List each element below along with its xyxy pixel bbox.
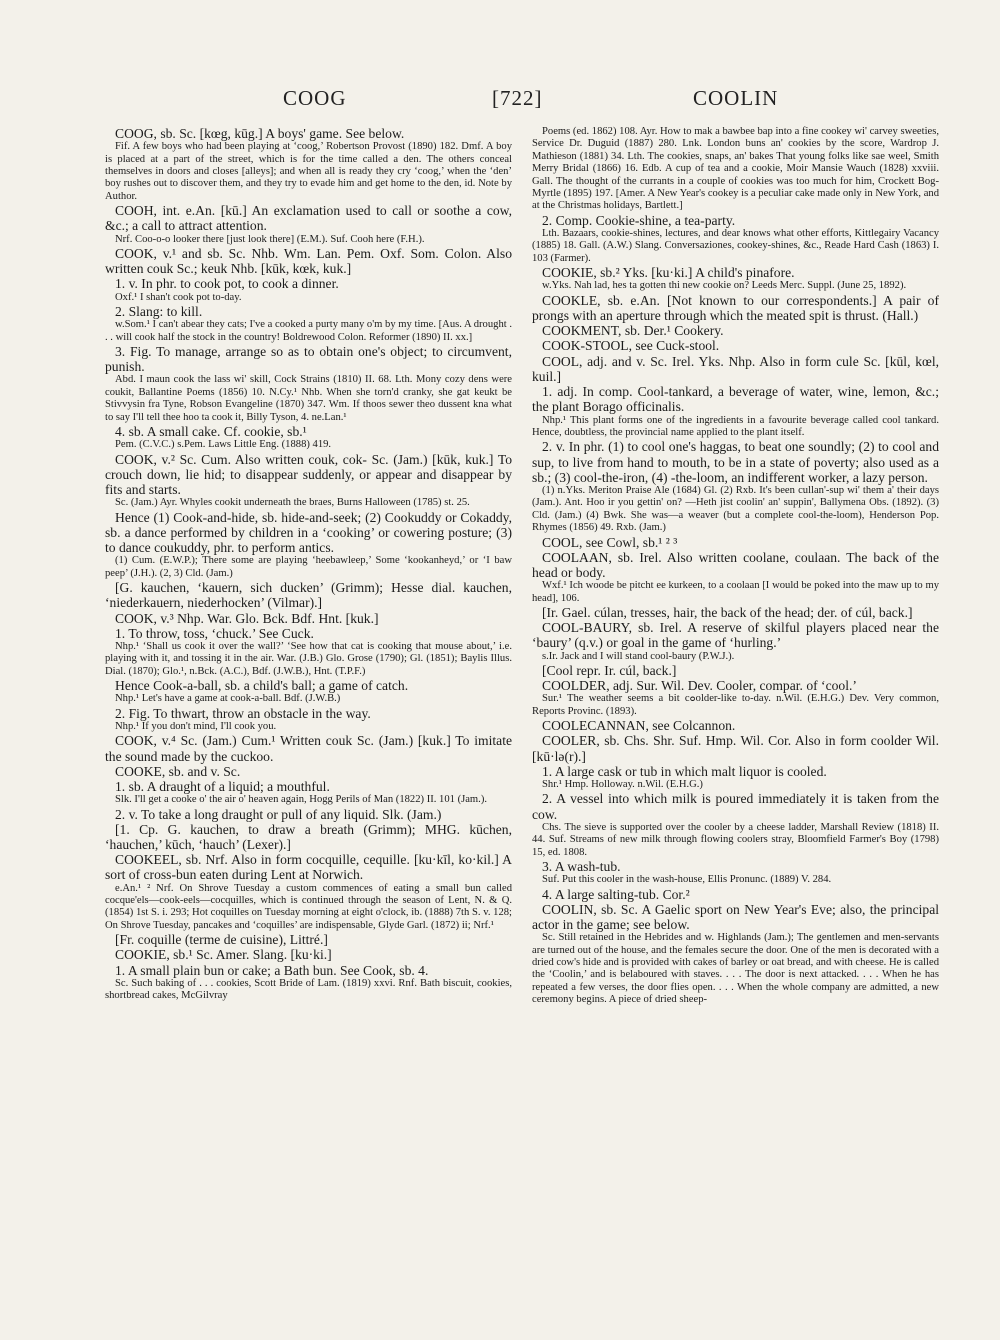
citation-paragraph: Poems (ed. 1862) 108. Ayr. How to mak a bawbee bap into a fine cookey wi' carvey sweeties, Service Dr. Duguid (1887) 280. Lnk. London buns an' cookies by the score, Wardrop J. Mathieson (1881) 34. Lth. The cookies, snaps, an' bakes That young folks like sae weel, Smith Merry Bridal (1866) 16. Edb. A cup of tea and a cookie, Moir Mansie Wauch (1828) xxviii. Gall. The thought of the currants in a couple of cookies was too much for him, Crockett Bog-Myrtle (1895) 197. [Amer. A New Year's cookey is a peculiar cake made only in New York, and at the Christmas holidays, Bartlett.]	[532, 126, 939, 212]
citation-paragraph: Fif. A few boys who had been playing at ‘coog,’ Robertson Provost (1890) 182. Dmf. A boy is placed at a part of the street, which is for the time called a den. The others conceal themselves in doors and closes [alleys]; and when all is ready they cry ‘coog,’ when the ‘den’ boy rushes out to discover them, and they try to evade him and get home to the den, id. Note by Author.	[105, 141, 512, 202]
sense-paragraph: [Fr. coquille (terme de cuisine), Littré.]	[115, 932, 328, 948]
citation-paragraph: Shr.¹ Hmp. Holloway. n.Wil. (E.H.G.)	[542, 779, 703, 791]
citation-paragraph: Abd. I maun cook the lass wi' skill, Cock Strains (1810) II. 68. Lth. Mony cozy dens were coukit, Ballantine Poems (1856) 10. N.Cy.¹ Nhb. When she torn'd cranky, she gat keukt be Stivvysin fra Tyne, Robson Evangeline (1870) 347. Wm. If thoos sewer theo dussent kna what to say I'll tell thee hoo ta cook it, Billy Tyson, 4. ne.Lan.¹	[105, 374, 512, 423]
citation-paragraph: Oxf.¹ I shan't cook pot to-day.	[115, 291, 242, 303]
entry-paragraph: COOK, v.³ Nhp. War. Glo. Bck. Bdf. Hnt. [kuk.]	[115, 610, 379, 626]
entry-paragraph: COOL, adj. and v. Sc. Irel. Yks. Nhp. Also in form cule Sc. [kūl, kœl, kuil.]	[532, 353, 939, 384]
sense-paragraph: [Ir. Gael. cúlan, tresses, hair, the back of the head; der. of cúl, back.]	[542, 604, 913, 620]
citation-paragraph: Nrf. Coo-o-o looker there [just look there] (E.M.). Suf. Cooh here (F.H.).	[115, 233, 425, 245]
entry-paragraph: COOL-BAURY, sb. Irel. A reserve of skilful players placed near the ‘baury’ (q.v.) or goal in the game of ‘hurling.’	[532, 620, 939, 651]
citation-paragraph: Suf. Put this cooler in the wash-house, Ellis Pronunc. (1889) V. 284.	[542, 874, 832, 886]
citation-paragraph: (1) n.Yks. Meriton Praise Ale (1684) Gl. (2) Rxb. It's been cullan'-sup wi' them a' their days (Jam.). Ant. Hoo ir you gettin' on? —Heth jist coolin' an' suppin', Ballymena Obs. (1892). (3) Cld. (Jam.) (4) Bwk. She was—a weaver (but a complete cool-the-loom), Henderson Pop. Rhymes (1856) 49. Rxb. (Jam.)	[532, 484, 939, 534]
entry-paragraph: COOLER, sb. Chs. Shr. Suf. Hmp. Wil. Cor. Also in form coolder Wil. [kū·lə(r).]	[532, 733, 939, 764]
entry-paragraph: COOKEEL, sb. Nrf. Also in form cocquille, cequille. [ku·kīl, ko·kil.] A sort of cross-bun eaten during Lent at Norwich.	[105, 852, 512, 883]
entry-paragraph: COOKLE, sb. e.An. [Not known to our correspondents.] A pair of prongs with an aperture through which the meated spit is thrust. (Hall.)	[532, 292, 939, 324]
entry-paragraph: COOLIN, sb. Sc. A Gaelic sport on New Year's Eve; also, the principal actor in the game; see below.	[532, 901, 939, 933]
entry-paragraph: COOKIE, sb.¹ Sc. Amer. Slang. [ku·ki.]	[115, 947, 332, 963]
running-head-left: COOG	[283, 86, 347, 110]
citation-paragraph: Nhp.¹ If you don't mind, I'll cook you.	[115, 721, 277, 732]
citation-paragraph: Chs. The sieve is supported over the cooler by a cheese ladder, Marshall Review (1818) II. 44. Suf. Streams of new milk through flowing coolers stray, Bloomfield Farmer's Boy (1798) 15, ed. 1808.	[532, 821, 939, 858]
right-column	[532, 126, 939, 1256]
sense-paragraph: 2. A vessel into which milk is poured immediately it is taken from the cow.	[532, 791, 939, 822]
entry-paragraph: COOLECANNAN, see Colcannon.	[542, 718, 736, 734]
citation-paragraph: e.An.¹ ² Nrf. On Shrove Tuesday a custom commences of eating a small bun called cocque'els—cook-eels—cocquilles, which is continued through the season of Lent, N. & Q. (1854) 1st S. i. 293; Hot coquilles on Tuesday morning at eight o'clock, ib. (1888) 7th S. v. 128; On Shrove Tuesday, pancakes and ‘coquilles’ are indispensable, Glyde Garl. (1872) ii; Nrf.¹	[105, 882, 512, 931]
entry-paragraph: COOH, int. e.An. [kū.] An exclamation used to call or soothe a cow, &c.; a call to attract attention.	[105, 203, 512, 234]
entry-paragraph: COOK, v.² Sc. Cum. Also written couk, cok- Sc. (Jam.) [kūk, kuk.] To crouch down, lie hid; to disappear suddenly, or appear and disappear by fits and starts.	[105, 451, 512, 498]
citation-paragraph: Wxf.¹ Ich woode be pitcht ee kurkeen, to a coolaan [I would be poked into the maw up to my head], 106.	[532, 580, 939, 604]
entry-paragraph: COOK, v.⁴ Sc. (Jam.) Cum.¹ Written couk Sc. (Jam.) [kuk.] To imitate the sound made by the cuckoo.	[105, 733, 512, 764]
citation-paragraph: Sc. Still retained in the Hebrides and w. Highlands (Jam.); The gentlemen and men-servants are turned out of the house, and the females secure the door. One of the men is decorated with a dried cow's hide and is provided with cakes of barley or oat bread, and with cheese. He is called the ‘Coolin,’ and is belaboured with staves. . . . The door is next attacked. . . . When he has repeated a few verses, the door flies open. . . . When the whole company are admitted, a new ceremony begins. A piece of dried sheep-	[532, 932, 939, 1006]
citation-paragraph: w.Som.¹ I can't abear they cats; I've a cooked a purty many o'm by my time. [Aus. A drought . . . will cook half the stock in the country! Boldrewood Colon. Reformer (1890) II. xx.]	[105, 319, 512, 343]
citation-paragraph: w.Yks. Nah lad, hes ta gotten thi new cookie on? Leeds Merc. Suppl. (June 25, 1892).	[542, 280, 907, 292]
sense-paragraph: 3. Fig. To manage, arrange so as to obtain one's object; to circumvent, punish.	[105, 344, 512, 375]
entry-paragraph: COOKMENT, sb. Der.¹ Cookery.	[542, 323, 724, 339]
citation-paragraph: Nhp.¹ Let's have a game at cook-a-ball. Bdf. (J.W.B.)	[115, 693, 341, 705]
running-head-right: COOLIN	[693, 86, 779, 110]
sense-paragraph: [1. Cp. G. kauchen, to draw a breath (Grimm); MHG. kūchen, ‘hauchen,’ kūch, ‘hauch’ (Lexer).]	[105, 821, 512, 853]
citation-paragraph: Sur.¹ The weather seems a bit cߋolder-like to-day. n.Wil. (E.H.G.) Dev. Very common, Reports Provinc. (1893).	[532, 693, 939, 717]
sense-paragraph: 2. Fig. To thwart, throw an obstacle in the way.	[115, 705, 371, 721]
sense-paragraph: 2. Slang: to kill.	[115, 304, 203, 320]
entry-paragraph: COOLAAN, sb. Irel. Also written coolane, coulaan. The back of the head or body.	[532, 549, 939, 580]
page-number: [722]	[492, 86, 543, 110]
sense-paragraph: 2. v. To take a long draught or pull of any liquid. Slk. (Jam.)	[115, 806, 442, 822]
entry-paragraph: COOK-STOOL, see Cuck-stool.	[542, 338, 720, 354]
citation-paragraph: Pem. (C.V.C.) s.Pem. Laws Little Eng. (1888) 419.	[115, 439, 332, 451]
entry-paragraph: COOL, see Cowl, sb.¹ ² ³	[542, 534, 678, 550]
sense-paragraph: 2. Comp. Cookie-shine, a tea-party.	[542, 212, 736, 228]
sense-paragraph: Hence Cook-a-ball, sb. a child's ball; a game of catch.	[115, 678, 409, 694]
entry-paragraph: COOLDER, adj. Sur. Wil. Dev. Cooler, compar. of ‘cool.’	[542, 678, 857, 694]
sense-paragraph: 1. A small plain bun or cake; a Bath bun. See Cook, sb. 4.	[115, 962, 429, 978]
sense-paragraph: 3. A wash-tub.	[542, 859, 621, 875]
citation-paragraph: Sc. Such baking of . . . cookies, Scott Bride of Lam. (1819) xxvi. Rnf. Bath biscuit, cookies, shortbread cakes, McGilvray	[105, 977, 512, 1002]
sense-paragraph: 1. sb. A draught of a liquid; a mouthful.	[115, 779, 330, 795]
page-header	[0, 86, 1000, 116]
citation-paragraph: Nhp.¹ ‘Shall us cook it over the wall?’ ‘See how that cat is cooking that mouse about,’ i.e. playing with it, and tossing it in the air. War. (J.B.) Glo. Grose (1790); Gl. (1851); Baylis Illus. Dial. (1870); Glo.¹, n.Bck. (A.C.), Bdf. (J.W.B.), Hnt. (T.P.F.)	[105, 640, 512, 677]
sense-paragraph: 1. To throw, toss, ‘chuck.’ See Cuck.	[115, 625, 314, 641]
entry-paragraph: COOK, v.¹ and sb. Sc. Nhb. Wm. Lan. Pem. Oxf. Som. Colon. Also written couk Sc.; keuk Nhb. [kūk, kœk, kuk.]	[105, 246, 512, 277]
sense-paragraph: 1. adj. In comp. Cool-tankard, a beverage of water, wine, lemon, &c.; the plant Borago officinalis.	[532, 384, 939, 415]
sense-paragraph: [G. kauchen, ‘kauern, sich ducken’ (Grimm); Hesse dial. kauchen, ‘niederkauern, niederhocken’ (Vilmar).]	[105, 580, 512, 611]
left-column	[105, 126, 512, 1256]
sense-paragraph: 1. v. In phr. to cook pot, to cook a dinner.	[115, 276, 339, 292]
sense-paragraph: 4. A large salting-tub. Cor.²	[542, 886, 690, 902]
citation-paragraph: Sc. (Jam.) Ayr. Whyles cookit underneath the braes, Burns Halloween (1785) st. 25.	[115, 497, 470, 509]
citation-paragraph: s.Ir. Jack and I will stand cool-baury (P.W.J.).	[542, 650, 735, 662]
sense-paragraph: 2. v. In phr. (1) to cool one's haggas, to beat one soundly; (2) to cool and sup, to live from hand to mouth, to be in a state of poverty; also used as a sb.; (3) cool-the-iron, (4) -the-loom, an indifferent worker, a lazy person.	[532, 439, 939, 485]
citation-paragraph: (1) Cum. (E.W.P.); There some are playing ‘heebawleep,’ Some ‘kookanheyd,’ or ‘I baw peep’ (J.H.). (2, 3) Cld. (Jam.)	[105, 555, 512, 579]
citation-paragraph: Lth. Bazaars, cookie-shines, lectures, and dear knows what other efforts, Kittlegairy Vacancy (1885) 18. Gall. (A.W.) Slang. Conversaziones, cookey-shines, &c., Reade Hard Cash (1863) I. 103 (Farmer).	[532, 228, 939, 264]
sense-paragraph: 1. A large cask or tub in which malt liquor is cooled.	[542, 763, 827, 779]
sense-paragraph: [Cool repr. Ir. cúl, back.]	[542, 662, 677, 678]
citation-paragraph: Slk. I'll get a cooke o' the air o' heaven again, Hogg Perils of Man (1822) II. 101 (Jam.).	[115, 794, 487, 806]
entry-paragraph: COOKIE, sb.² Yks. [ku·ki.] A child's pinafore.	[542, 265, 795, 281]
citation-paragraph: Nhp.¹ This plant forms one of the ingredients in a favourite beverage called cool tankard. Hence, doubtless, the provincial name applied to the plant itself.	[532, 414, 939, 438]
sense-paragraph: 4. sb. A small cake. Cf. cookie, sb.¹	[115, 424, 307, 440]
entry-paragraph: COOKE, sb. and v. Sc.	[115, 763, 241, 779]
entry-paragraph: COOG, sb. Sc. [kœg, kūg.] A boys' game. See below.	[115, 126, 405, 141]
sense-paragraph: Hence (1) Cook-and-hide, sb. hide-and-seek; (2) Cookuddy or Cokaddy, sb. a dance performed by children in a ‘cooking’ or cowering posture; (3) to dance coukuddy, phr. to perform antics.	[105, 509, 512, 556]
